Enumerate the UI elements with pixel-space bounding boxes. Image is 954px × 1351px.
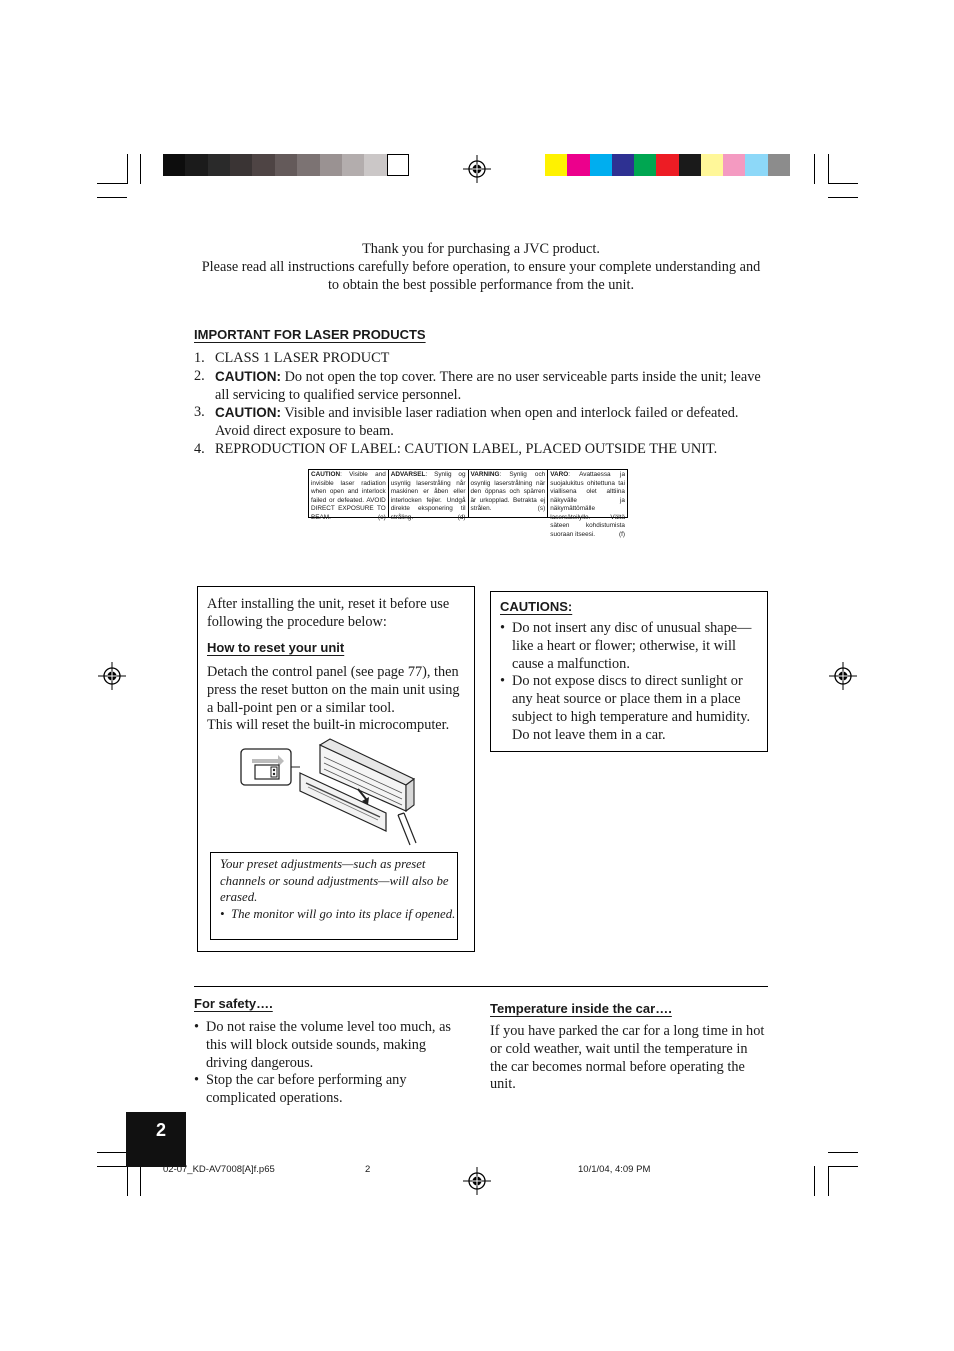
item-number: 3. — [194, 404, 205, 421]
calibration-swatch — [185, 154, 208, 176]
calibration-swatch — [275, 154, 298, 176]
reset-box — [197, 586, 475, 952]
laser-item — [194, 404, 766, 441]
safety-heading: For safety…. — [194, 996, 273, 1011]
safety-item: • Do not raise the volume level too much, as this will block outside sounds, making driving dangerous. — [194, 1019, 462, 1072]
intro-line-3: to obtain the best possible performance from the unit. — [327, 277, 635, 293]
reset-heading: How to reset your unit — [207, 640, 345, 655]
laser-item — [194, 350, 766, 368]
calibration-swatch — [679, 154, 702, 176]
cautions-list — [500, 620, 758, 745]
item-number: 1. — [194, 350, 205, 366]
registration-mark-icon — [463, 155, 491, 183]
caution-label: CAUTION: — [215, 405, 281, 421]
footer-date: 10/1/04, 4:09 PM — [578, 1164, 651, 1175]
registration-mark-icon — [829, 662, 857, 690]
item-number: 4. — [194, 440, 205, 457]
laser-heading: IMPORTANT FOR LASER PRODUCTS — [194, 327, 426, 342]
intro-line-2: Please read all instructions carefully before operation, to ensure your complete understanding and — [201, 259, 761, 275]
calibration-swatch — [387, 154, 410, 176]
footer-page: 2 — [365, 1164, 371, 1175]
laser-item — [194, 368, 766, 405]
calibration-swatch — [364, 154, 387, 176]
calibration-swatch — [208, 154, 231, 176]
section-divider — [194, 986, 768, 987]
intro-text — [150, 240, 812, 294]
calibration-swatch — [701, 154, 724, 176]
cautions-box — [490, 591, 768, 752]
reset-result: This will reset the built-in microcomputer. — [207, 717, 450, 734]
calibration-swatch — [545, 154, 568, 176]
reset-instructions: Detach the control panel (see page 77), then press the reset button on the main unit using a ball-point pen or a similar tool. — [207, 664, 460, 716]
reset-body — [207, 664, 469, 735]
footer-filename: 02-07_KD-AV7008[A]f.p65 — [163, 1164, 275, 1175]
laser-list — [194, 350, 766, 459]
page-number-tab — [126, 1112, 186, 1167]
reset-note-text: Your preset adjustments—such as preset channels or sound adjustments—will also be erased. — [220, 857, 449, 904]
label-cell-english: CAUTION: Visible and invisible laser radiation when open and interlock failed or defeated. AVOID DIRECT EXPOSURE TO BEAM. (e) — [309, 470, 389, 517]
calibration-swatch — [634, 154, 657, 176]
item-text: REPRODUCTION OF LABEL: CAUTION LABEL, PLACED OUTSIDE THE UNIT. — [215, 440, 718, 457]
calibration-swatch — [590, 154, 613, 176]
calibration-swatch — [723, 154, 746, 176]
page-number: 2 — [156, 1120, 167, 1140]
item-number: 2. — [194, 367, 205, 384]
laser-item — [194, 441, 766, 459]
cautions-item: • Do not expose discs to direct sunlight or any heat source or place them in a place subject to high temperature and humidity. Do not leave them in a car. — [500, 673, 758, 744]
label-cell-danish: ADVARSEL: Synlig og usynlig laserstråling når maskinen er åben eller interlocken fejler. Undgå direkte eksponering til stråling. (d) — [389, 470, 469, 517]
calibration-swatch — [612, 154, 635, 176]
caution-label: CAUTION: — [215, 368, 281, 384]
item-text: Visible and invisible laser radiation when open and interlock failed or defeated. Avoid direct exposure to beam. — [215, 405, 739, 440]
calibration-swatch — [342, 154, 365, 176]
registration-mark-icon — [463, 1167, 491, 1195]
registration-mark-icon — [98, 662, 126, 690]
reset-note-bullet: • The monitor will go into its place if opened. — [220, 906, 457, 923]
reset-intro: After installing the unit, reset it before use following the procedure below: — [207, 596, 450, 630]
temperature-body: If you have parked the car for a long time in hot or cold weather, wait until the temperature in the car becomes normal before operating the unit. — [490, 1023, 765, 1093]
calibration-swatch — [163, 154, 186, 176]
intro-line-1: Thank you for purchasing a JVC product. — [362, 241, 600, 257]
calibration-swatch — [745, 154, 768, 176]
calibration-swatch — [252, 154, 275, 176]
calibration-swatch — [230, 154, 253, 176]
cautions-item: • Do not insert any disc of unusual shape—like a heart or flower; otherwise, it will cause a malfunction. — [500, 620, 758, 673]
safety-item: • Stop the car before performing any complicated operations. — [194, 1072, 462, 1108]
calibration-swatch — [656, 154, 679, 176]
reset-button-illustration — [238, 737, 428, 847]
caution-label-reproduction — [308, 469, 628, 538]
temperature-heading: Temperature inside the car…. — [490, 1001, 672, 1016]
cautions-heading: CAUTIONS: — [500, 599, 573, 614]
calibration-swatch — [320, 154, 343, 176]
calibration-swatch — [768, 154, 791, 176]
item-text: Do not open the top cover. There are no user serviceable parts inside the unit; leave all servicing to qualified service personnel. — [215, 368, 761, 403]
calibration-swatch — [567, 154, 590, 176]
reset-note-box — [210, 852, 458, 940]
calibration-swatch — [297, 154, 320, 176]
item-text: CLASS 1 LASER PRODUCT — [215, 350, 390, 366]
label-cell-swedish: VARNING: Synlig och osynlig laserstrålning när den öppnas och spärren är urkopplad. Betrakta ej strålen. (s) — [469, 470, 549, 517]
label-cell-finnish: VARO: Avattaessa ja suojalukitus ohitettuna tai viallisena olet alttiina näkyvälle ja näkymättömälle lasersäteilylle. Vältä säteen kohdistumista suoraan itseesi. (f) — [550, 471, 625, 538]
safety-list — [194, 1019, 462, 1108]
